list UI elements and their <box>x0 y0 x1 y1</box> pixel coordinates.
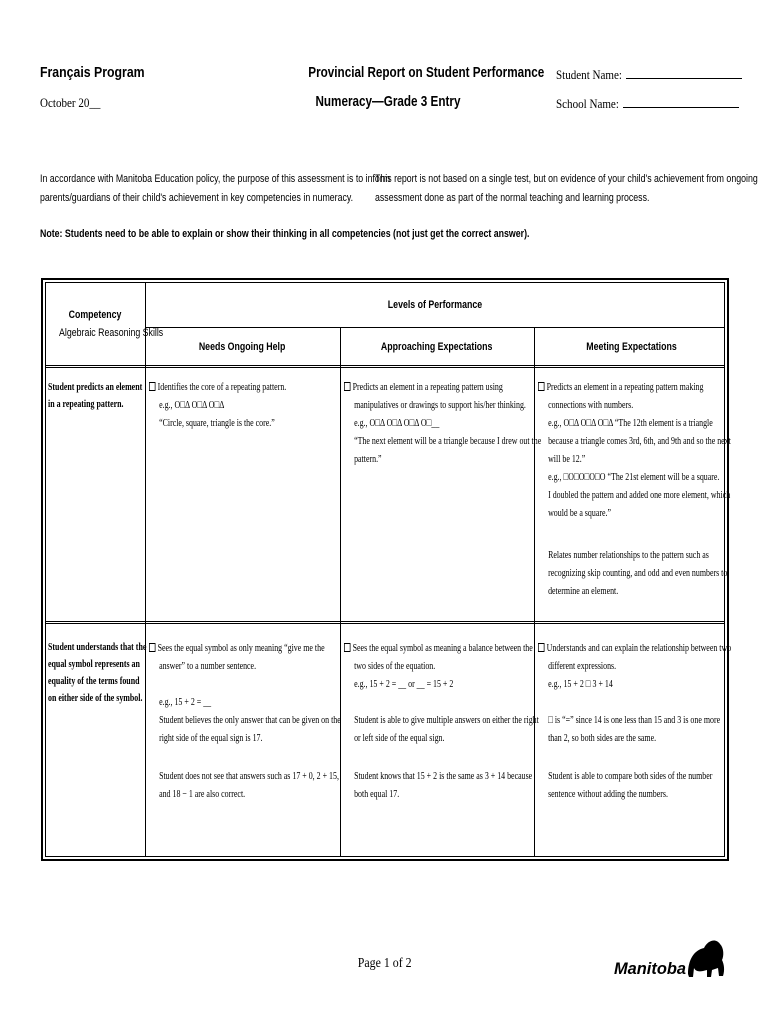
page-number: Page 1 of 2 <box>358 956 412 971</box>
row1-meeting: Predicts an element in a repeating pattern making connections with numbers. e.g., O□Δ O□Δ O□Δ “The 12th element is a triangle because a triangle comes 3rd, 6th, and 9th and so the next will be 12.” e.g., □O□O□O□O “The 21st element will be a square. I doubled the pattern and added one more element, which would be a square.” <box>538 378 770 522</box>
checkbox-icon[interactable] <box>344 382 350 391</box>
row1-competency: Student predicts an element in a repeating pattern. <box>48 381 143 410</box>
report-title: Provincial Report on Student Performance <box>308 64 545 81</box>
checkbox-icon[interactable] <box>538 382 544 391</box>
row2-needs-note: Student does not see that answers such as 17 + 0, 2 + 15, and 18 − 1 are also correct. <box>159 770 339 800</box>
checkbox-icon[interactable] <box>344 643 350 652</box>
row2-meeting: Understands and can explain the relationship between two different expressions. e.g., 15 + 2 □ 3 + 14 <box>538 639 770 693</box>
school-name-line[interactable] <box>623 95 739 108</box>
report-date: October 20__ <box>40 95 101 110</box>
row2-meeting-note: Student is able to compare both sides of the number sentence without adding the numbers. <box>548 770 713 800</box>
col-needs-header: Needs Ongoing Help <box>199 341 286 353</box>
row2-approaching: Sees the equal symbol as meaning a balance between the two sides of the equation. e.g., 15 + 2 = __ or __ = 15 + 2 <box>344 639 606 693</box>
checkbox-icon[interactable] <box>538 643 544 652</box>
competency-subheader: Algebraic Reasoning Skills <box>59 327 164 339</box>
intro-right: This report is not based on a single test, but on evidence of your child's achievement from ongoing assessment done as part of the normal teaching and learning process. <box>375 173 758 204</box>
competency-header: Competency <box>69 309 122 321</box>
checkbox-icon[interactable] <box>149 382 155 391</box>
svg-text:Manitoba: Manitoba <box>614 959 686 978</box>
col-meeting-header: Meeting Expectations <box>586 341 677 353</box>
row1-approaching: Predicts an element in a repeating pattern using manipulatives or drawings to support his/her thinking. e.g., O□Δ O□Δ O□Δ O□__ “The next element will be a triangle because I drew out the pattern.” <box>344 378 618 468</box>
student-name-label: Student Name: <box>556 67 622 82</box>
row2-competency: Student understands that the equal symbol represents an equality of the terms found on either side of the symbol. <box>48 641 147 704</box>
bison-icon <box>612 930 727 980</box>
row2-needs: Sees the equal symbol as only meaning “give me the answer” to a number sentence. <box>149 639 393 675</box>
intro-left: In accordance with Manitoba Education policy, the purpose of this assessment is to inform parents/guardians of their child's achievement in key competencies in numeracy. <box>40 173 391 204</box>
student-name-line[interactable] <box>626 66 742 79</box>
row2-meeting-example: □ is “=” since 14 is one less than 15 and 3 is one more than 2, so both sides are the same. <box>548 714 721 744</box>
row2-approaching-example: Student is able to give multiple answers on either the right or left side of the equal sign. <box>354 714 539 744</box>
report-subtitle: Numeracy—Grade 3 Entry <box>314 93 461 110</box>
note: Note: Students need to be able to explain or show their thinking in all competencies (not just get the correct answer). <box>40 228 530 240</box>
checkbox-icon[interactable] <box>149 643 155 652</box>
school-name-field[interactable] <box>556 95 739 112</box>
col-approaching-header: Approaching Expectations <box>381 341 493 353</box>
program-name: Français Program <box>40 64 145 81</box>
row2-needs-example: e.g., 15 + 2 = __ Student believes the only answer that can be given on the right side of the equal sign is 17. <box>159 696 341 744</box>
student-name-field[interactable] <box>556 66 742 83</box>
levels-header: Levels of Performance <box>387 299 482 311</box>
row2-approaching-note: Student knows that 15 + 2 is the same as 3 + 14 because both equal 17. <box>354 770 533 800</box>
row1-needs: Identifies the core of a repeating pattern. e.g., O□Δ O□Δ O□Δ “Circle, square, triangle is the core.” <box>149 378 340 432</box>
manitoba-logo <box>612 930 727 980</box>
school-name-label: School Name: <box>556 96 619 111</box>
performance-table <box>41 278 732 861</box>
row1-meeting-extra: Relates number relationships to the pattern such as recognizing skip counting, and odd and even numbers to determine an element. <box>548 549 728 597</box>
